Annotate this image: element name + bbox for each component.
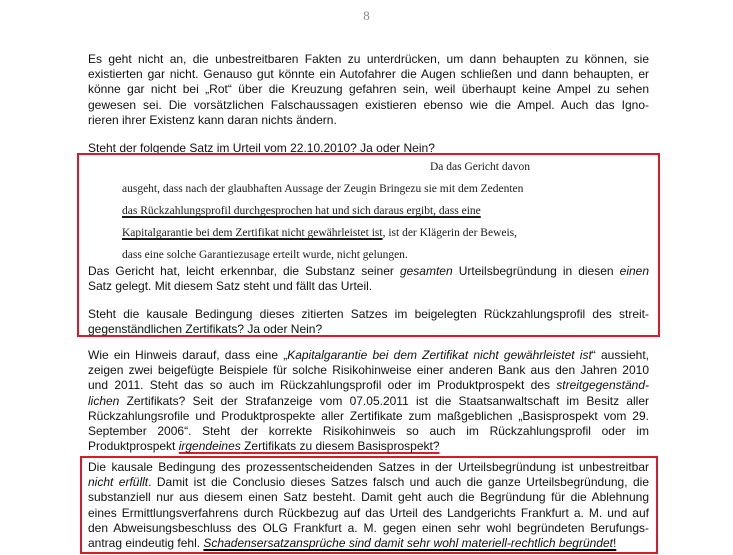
text-segment: Zertifikats? Seit der Strafanzeige vom 07.05.2011 ist die Staatsanwaltschaft im Besitz aller <box>119 393 649 408</box>
text-line: September 2006“. Steht der korrekte Risikohinweis so auch im Rückzahlungsprofil oder im <box>88 424 649 439</box>
text-segment: und 2011. Steht das so auch im Rückzahlungsprofil oder im Produktprospekt des <box>88 378 557 393</box>
text-line <box>88 264 649 279</box>
italic-text: gesamten <box>399 264 453 278</box>
paragraph-court-substance <box>88 264 649 294</box>
text-line: könne gar nicht bei „Rot“ über die Kreuzung gefahren sein, weil überhaupt keine Ampel zu sehen <box>88 82 649 97</box>
text-segment: . Damit ist die Conclusio dieses Satzes falsch und auch die ganze Urteilsbegründung, die <box>148 475 649 490</box>
text-line: existierten gar nicht. Genauso gut könnte ein Autofahrer die Augen schließen und dann behaupten, er <box>88 67 649 82</box>
page-number: 8 <box>363 8 370 23</box>
text-line <box>88 475 649 490</box>
text-line: den Abweisungsbeschluss des OLG Frankfurt a. M. gegen einen sehr wohl begründeten Berufungs- <box>88 520 649 535</box>
text-segment: Produktprospekt <box>88 439 179 454</box>
text-line: Steht die kausale Bedingung dieses zitierten Satzes im beigelegten Rückzahlungsprofil des streit- <box>88 307 649 321</box>
text-line: gegenständlichen Zertifikats? Ja oder Nein? <box>88 322 323 337</box>
quote-line: ausgeht, dass nach der glaubhaften Aussage der Zeugin Bringezu sie mit dem Zedenten <box>122 183 524 195</box>
underlined-italic-text: irgendeines Zertifikats zu diesem Basisprospekt? <box>178 439 440 454</box>
text-segment: Das Gericht hat, leicht erkennbar, die Substanz seiner <box>88 264 400 278</box>
quote-line: dass eine solche Garantiezusage erteilt wurde, nicht gelungen. <box>122 249 408 261</box>
paragraph-causal-question <box>88 307 649 337</box>
text-line <box>88 439 649 454</box>
italic-text: lichen <box>88 393 120 408</box>
text-line <box>88 394 649 409</box>
quote-text: , ist der Klägerin der Beweis, <box>382 227 518 239</box>
text-line: eines Ermittlungsverfahrens durch Rückbezug auf das Urteil des Landgerichts Frankfurt a. M. und auf <box>88 505 649 520</box>
text-line: Es geht nicht an, die unbestreitbaren Fakten zu unterdrücken, um dann behaupten zu können, sie <box>88 52 649 66</box>
text-line: rieren ihrer Existenz kann daran nichts ändern. <box>88 112 337 127</box>
text-line: gewesen sei. Die vorsätzlichen Falschaussagen existieren ebenso wie die Ampel. Auch das Igno- <box>88 97 649 112</box>
text-segment: Urteilsbegründung in diesen <box>452 264 620 278</box>
underlined-italic-text: Schadensersatzansprüche sind damit sehr wohl materiell-rechtlich begründet! <box>203 536 617 551</box>
italic-text: Kapitalgarantie bei dem Zertifikat nicht gewährleistet ist <box>287 348 592 362</box>
paragraph-risk-notice <box>88 348 649 454</box>
text-line: Die kausale Bedingung des prozessentscheidenden Satzes in der Urteilsbegründung ist unbestreitbar <box>88 460 649 474</box>
italic-text: nicht erfüllt <box>88 475 149 490</box>
text-line <box>88 348 649 363</box>
quote-line <box>122 222 517 244</box>
text-line: substanziell nur aus diesem einen Satz besteht. Damit geht auch die Begründung für die Ablehnung <box>88 490 649 505</box>
paragraph-intro <box>88 52 649 128</box>
text-segment: “ aussieht, <box>591 348 650 362</box>
text-line <box>88 536 649 551</box>
text-line: Rückzahlungsrofile und Produktprospekte aller Zertifikate zum maßgeblichen „Basisprospekt vom 29. <box>88 408 649 423</box>
text-line <box>88 378 649 393</box>
text-segment: antrag eindeutig fehl. <box>88 536 204 551</box>
quote-key-phrase: Kapitalgarantie bei dem Zertifikat nicht gewährleistet ist <box>122 227 383 239</box>
italic-text: streitgegenständ- <box>556 378 649 393</box>
quote-line-underlined: das Rückzahlungsprofil durchgesprochen hat und sich daraus ergibt, dass eine <box>122 205 481 217</box>
text-segment: Wie ein Hinweis darauf, dass eine „ <box>88 348 288 362</box>
text-line: Steht der folgende Satz im Urteil vom 22.10.2010? Ja oder Nein? <box>88 141 435 155</box>
text-line: zeigen zwei beigefügte Beispiele für solche Risikohinweise einer anderen Bank aus den Jahren 2010 <box>88 363 649 378</box>
italic-text: einen <box>619 264 650 278</box>
quote-line: Da das Gericht davon <box>430 161 530 173</box>
paragraph-conclusion <box>88 460 649 551</box>
text-line: Satz gelegt. Mit diesem Satz steht und fällt das Urteil. <box>88 279 373 294</box>
